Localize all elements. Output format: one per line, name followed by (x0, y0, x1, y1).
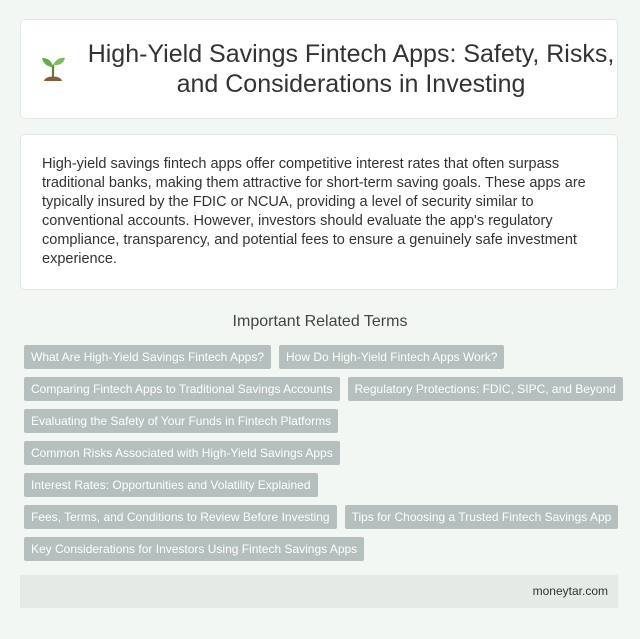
related-term-tag[interactable]: Key Considerations for Investors Using Fintech Savings Apps (24, 537, 364, 561)
related-terms-list (24, 345, 624, 561)
related-term-tag[interactable]: Comparing Fintech Apps to Traditional Savings Accounts (24, 377, 340, 401)
intro-card (20, 134, 618, 290)
related-term-tag[interactable]: Evaluating the Safety of Your Funds in Fintech Platforms (24, 409, 338, 433)
related-term-tag[interactable]: How Do High-Yield Fintech Apps Work? (279, 345, 504, 369)
related-term-tag[interactable]: Regulatory Protections: FDIC, SIPC, and Beyond (348, 377, 623, 401)
title-card (20, 19, 618, 119)
related-term-tag[interactable]: What Are High-Yield Savings Fintech Apps? (24, 345, 271, 369)
page-title: High-Yield Savings Fintech Apps: Safety, Risks, and Considerations in Investing (87, 40, 615, 98)
footer-site-name: moneytar.com (532, 584, 608, 598)
related-term-tag[interactable]: Tips for Choosing a Trusted Fintech Savings App (345, 505, 619, 529)
title-wrap (21, 39, 617, 99)
sprout-icon (35, 49, 71, 85)
related-term-tag[interactable]: Common Risks Associated with High-Yield Savings Apps (24, 441, 340, 465)
related-terms-heading: Important Related Terms (232, 313, 408, 330)
intro-paragraph: High-yield savings fintech apps offer competitive interest rates that often surpass traditional banks, making them attractive for short-term saving goals. These apps are typically insured by the FDIC or NCUA, providing a level of security similar to conventional accounts. However, investors should evaluate the app's regulatory compliance, transparency, and potential fees to ensure a genuinely safe investment experience. (42, 156, 586, 267)
related-term-tag[interactable]: Fees, Terms, and Conditions to Review Before Investing (24, 505, 337, 529)
related-term-tag[interactable]: Interest Rates: Opportunities and Volatility Explained (24, 473, 318, 497)
footer-bar (20, 575, 618, 608)
